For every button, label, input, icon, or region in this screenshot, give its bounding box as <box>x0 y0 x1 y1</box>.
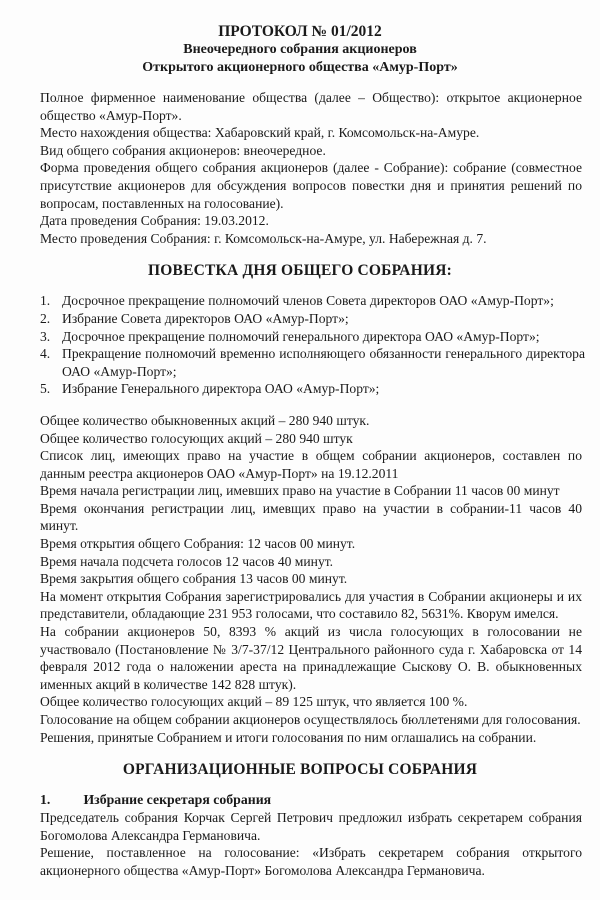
intro-section <box>40 89 582 247</box>
intro-paragraph: Вид общего собрания акционеров: внеочередное. <box>40 142 326 158</box>
agenda-item-text: Досрочное прекращение полномочий членов Совета директоров ОАО «Амур-Порт»; <box>62 293 554 309</box>
agenda-item <box>40 310 585 328</box>
org-item-title: Избрание секретаря собрания <box>83 792 272 808</box>
quorum-paragraph: На момент открытия Собрания зарегистрировались для участия в Собрании акционеры и их представители, обладающие 231 953 голосами, что составило 82, 5631%. Кворум имелся. <box>40 588 582 622</box>
agenda-item <box>40 345 585 380</box>
court-ruling-paragraph: На собрании акционеров 50, 8393 % акций из числа голосующих в голосовании не участвовало (Постановление № 3/7-37/12 Центрального районного суда г. Хабаровска от 14 февраля 2012 года о наложении ареста на принадлежащие Сыскову О. В. обыкновенных именных акций в количестве 142 828 штук). <box>40 624 582 692</box>
agenda-item <box>40 380 585 398</box>
detail-paragraph: Общее количество обыкновенных акций – 280 940 штук. <box>40 412 370 428</box>
detail-paragraph: Время открытия общего Собрания: 12 часов 00 минут. <box>40 536 356 552</box>
protocol-title: ПРОТОКОЛ № 01/2012 <box>218 23 382 40</box>
agenda-item <box>40 292 585 310</box>
detail-paragraph: Время окончания регистрации лиц, имевщих право на участии в собрании-11 часов 40 минут. <box>40 500 582 534</box>
agenda-item-text: Избрание Генерального директора ОАО «Амур-Порт»; <box>62 381 380 397</box>
agenda-item-number: 2. <box>40 310 51 326</box>
intro-paragraph: Дата проведения Собрания: 19.03.2012. <box>40 213 269 229</box>
intro-paragraph: Форма проведения общего собрания акционеров (далее - Собрание): собрание (совместное присутствие акционеров для обсуждения вопросов повестки дня и принятия решений по вопросам, поставленных на голосование). <box>40 160 582 211</box>
agenda-item-text: Прекращение полномочий временно исполняющего обязанности генерального директора ОАО «Амур-Порт»; <box>62 346 585 379</box>
intro-paragraph: Полное фирменное наименование общества (далее – Общество): открытое акционерное общество «Амур-Порт». <box>40 90 582 123</box>
agenda-item-number: 1. <box>40 293 51 309</box>
agenda-item <box>40 328 585 346</box>
detail-paragraph: Список лиц, имеющих право на участие в общем собрании акционеров, составлен по данным реестра акционеров ОАО «Амур-Порт» на 19.12.2011 <box>40 448 582 481</box>
agenda-item-text: Досрочное прекращение полномочий генерального директора ОАО «Амур-Порт»; <box>62 328 540 344</box>
detail-paragraph: Время начала подсчета голосов 12 часов 40 минут. <box>40 553 334 569</box>
org-item-number: 1. <box>40 792 51 808</box>
agenda-item-number: 5. <box>40 381 51 397</box>
agenda-item-text: Избрание Совета директоров ОАО «Амур-Порт»; <box>62 310 349 326</box>
company-name-heading: Открытого акционерного общества «Амур-Порт» <box>142 60 458 75</box>
detail-paragraph: Общее количество голосующих акций – 89 125 штук, что является 100 %. <box>40 694 468 710</box>
intro-paragraph: Место проведения Собрания: г. Комсомольск-на-Амуре, ул. Набережная д. 7. <box>40 230 487 246</box>
protocol-subtitle: Внеочередного собрания акционеров <box>183 42 417 57</box>
detail-paragraph: Общее количество голосующих акций – 280 940 штук <box>40 430 353 446</box>
intro-paragraph: Место нахождения общества: Хабаровский край, г. Комсомольск-на-Амуре. <box>40 125 480 141</box>
detail-paragraph: Решения, принятые Собранием и итоги голосования по ним оглашались на собрании. <box>40 729 537 745</box>
agenda-item-number: 3. <box>40 328 51 344</box>
agenda-item-number: 4. <box>40 346 51 362</box>
org-paragraph: Решение, поставленное на голосование: «Избрать секретарем собрания открытого акционерного общества «Амур-Порт» Богомолова Александра Германовича. <box>40 845 582 878</box>
detail-paragraph: Голосование на общем собрании акционеров осуществлялось бюллетенями для голосования. <box>40 712 581 727</box>
org-section-body <box>40 809 582 879</box>
agenda-list <box>40 292 585 398</box>
detail-paragraph: Время начала регистрации лиц, имевших право на участие в Собрании 11 часов 00 минут <box>40 483 560 499</box>
detail-paragraph: Время закрытия общего собрания 13 часов 00 минут. <box>40 571 348 587</box>
agenda-heading: ПОВЕСТКА ДНЯ ОБЩЕГО СОБРАНИЯ: <box>148 262 452 280</box>
org-paragraph: Председатель собрания Корчак Сергей Петрович предложил избрать секретарем собрания Богомолова Александра Германовича. <box>40 810 582 843</box>
meeting-details <box>40 412 582 746</box>
org-item-heading <box>40 791 600 809</box>
org-section-heading: ОРГАНИЗАЦИОННЫЕ ВОПРОСЫ СОБРАНИЯ <box>122 761 478 779</box>
